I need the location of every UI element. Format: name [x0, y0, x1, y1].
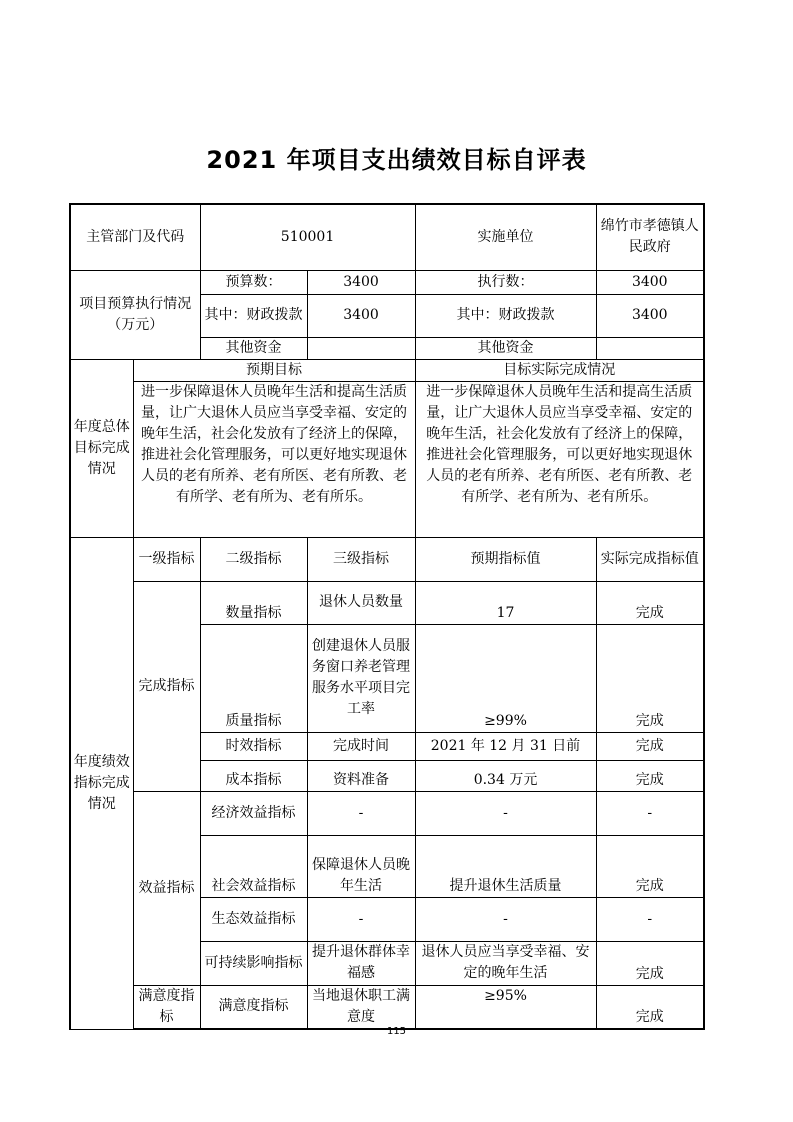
budget-amount-label: 预算数：	[200, 270, 307, 294]
col-level1-header: 一级指标	[133, 537, 200, 581]
exec-amount-label: 执行数：	[415, 270, 596, 294]
budget-label: 项目预算执行情况（万元）	[70, 270, 200, 359]
level2-cell: 经济效益指标	[200, 791, 307, 835]
expected-goal-header: 预期目标	[133, 359, 415, 381]
level2-cell: 时效指标	[200, 732, 307, 760]
actual-goal-header: 目标实际完成情况	[415, 359, 704, 381]
level2-cell: 质量指标	[200, 624, 307, 732]
unit-value: 绵竹市孝德镇人民政府	[596, 204, 704, 270]
level2-cell: 可持续影响指标	[200, 941, 307, 985]
level2-cell: 生态效益指标	[200, 897, 307, 941]
actual-value-cell: 完成	[596, 941, 704, 985]
actual-value-cell: 完成	[596, 760, 704, 791]
level3-cell: 当地退休职工满意度	[307, 985, 415, 1029]
col-actual-header: 实际完成指标值	[596, 537, 704, 581]
benefit-category-label: 效益指标	[133, 791, 200, 985]
expected-value-cell: -	[415, 791, 596, 835]
table-row	[70, 791, 704, 835]
col-level3-header: 三级指标	[307, 537, 415, 581]
fiscal-label-left: 其中：财政拨款	[200, 294, 307, 337]
level3-cell: 资料准备	[307, 760, 415, 791]
performance-label: 年度绩效指标完成情况	[70, 537, 133, 1029]
dept-label: 主管部门及代码	[70, 204, 200, 270]
budget-row	[70, 270, 704, 294]
actual-value-cell: -	[596, 791, 704, 835]
level2-cell: 成本指标	[200, 760, 307, 791]
evaluation-form-table	[69, 203, 705, 1030]
budget-amount-value: 3400	[307, 270, 415, 294]
level3-cell: -	[307, 897, 415, 941]
actual-value-cell: 完成	[596, 835, 704, 897]
expected-value-cell: ≥99%	[415, 624, 596, 732]
actual-value-cell: -	[596, 897, 704, 941]
header-row	[70, 204, 704, 270]
col-expected-header: 预期指标值	[415, 537, 596, 581]
expected-value-cell: 2021 年 12 月 31 日前	[415, 732, 596, 760]
col-level2-header: 二级指标	[200, 537, 307, 581]
goals-text-row	[70, 381, 704, 537]
expected-value-cell: 提升退休生活质量	[415, 835, 596, 897]
table-row	[70, 581, 704, 624]
expected-value-cell: 17	[415, 581, 596, 624]
other-value-right	[596, 337, 704, 359]
goals-header-row	[70, 359, 704, 381]
other-value-left	[307, 337, 415, 359]
goals-label: 年度总体目标完成情况	[70, 359, 133, 537]
expected-goal-text: 进一步保障退休人员晚年生活和提高生活质量，让广大退休人员应当享受幸福、安定的晚年生活，社会化发放有了经济上的保障，推进社会化管理服务，可以更好地实现退休人员的老有所养、老有所医、老有所教、老有所学、老有所为、老有所乐。	[133, 381, 415, 537]
actual-value-cell: 完成	[596, 732, 704, 760]
fiscal-label-right: 其中：财政拨款	[415, 294, 596, 337]
level2-cell: 社会效益指标	[200, 835, 307, 897]
page-number: 115	[386, 1026, 407, 1037]
table-row	[70, 985, 704, 1029]
level3-cell: 完成时间	[307, 732, 415, 760]
level2-cell: 数量指标	[200, 581, 307, 624]
actual-value-cell: 完成	[596, 624, 704, 732]
expected-value-cell: 0.34 万元	[415, 760, 596, 791]
unit-label: 实施单位	[415, 204, 596, 270]
expected-value-cell: -	[415, 897, 596, 941]
actual-value-cell: 完成	[596, 581, 704, 624]
fiscal-value-right: 3400	[596, 294, 704, 337]
expected-value-cell: 退休人员应当享受幸福、安定的晚年生活	[415, 941, 596, 985]
level2-cell: 满意度指标	[200, 985, 307, 1029]
level3-cell: 退休人员数量	[307, 581, 415, 624]
other-label-right: 其他资金	[415, 337, 596, 359]
level3-cell: 提升退休群体幸福感	[307, 941, 415, 985]
performance-header-row	[70, 537, 704, 581]
level3-cell: 创建退休人员服务窗口养老管理服务水平项目完工率	[307, 624, 415, 732]
satisfaction-category-label: 满意度指标	[133, 985, 200, 1029]
fiscal-value-left: 3400	[307, 294, 415, 337]
completion-category-label: 完成指标	[133, 581, 200, 791]
other-label-left: 其他资金	[200, 337, 307, 359]
exec-amount-value: 3400	[596, 270, 704, 294]
level3-cell: 保障退休人员晚年生活	[307, 835, 415, 897]
page-title: 2021 年项目支出绩效目标自评表	[206, 146, 587, 174]
actual-value-cell: 完成	[596, 985, 704, 1029]
actual-goal-text: 进一步保障退休人员晚年生活和提高生活质量，让广大退休人员应当享受幸福、安定的晚年生活，社会化发放有了经济上的保障，推进社会化管理服务，可以更好地实现退休人员的老有所养、老有所医、老有所教、老有所学、老有所为、老有所乐。	[415, 381, 704, 537]
dept-code: 510001	[200, 204, 415, 270]
expected-value-cell: ≥95%	[415, 985, 596, 1029]
level3-cell: -	[307, 791, 415, 835]
